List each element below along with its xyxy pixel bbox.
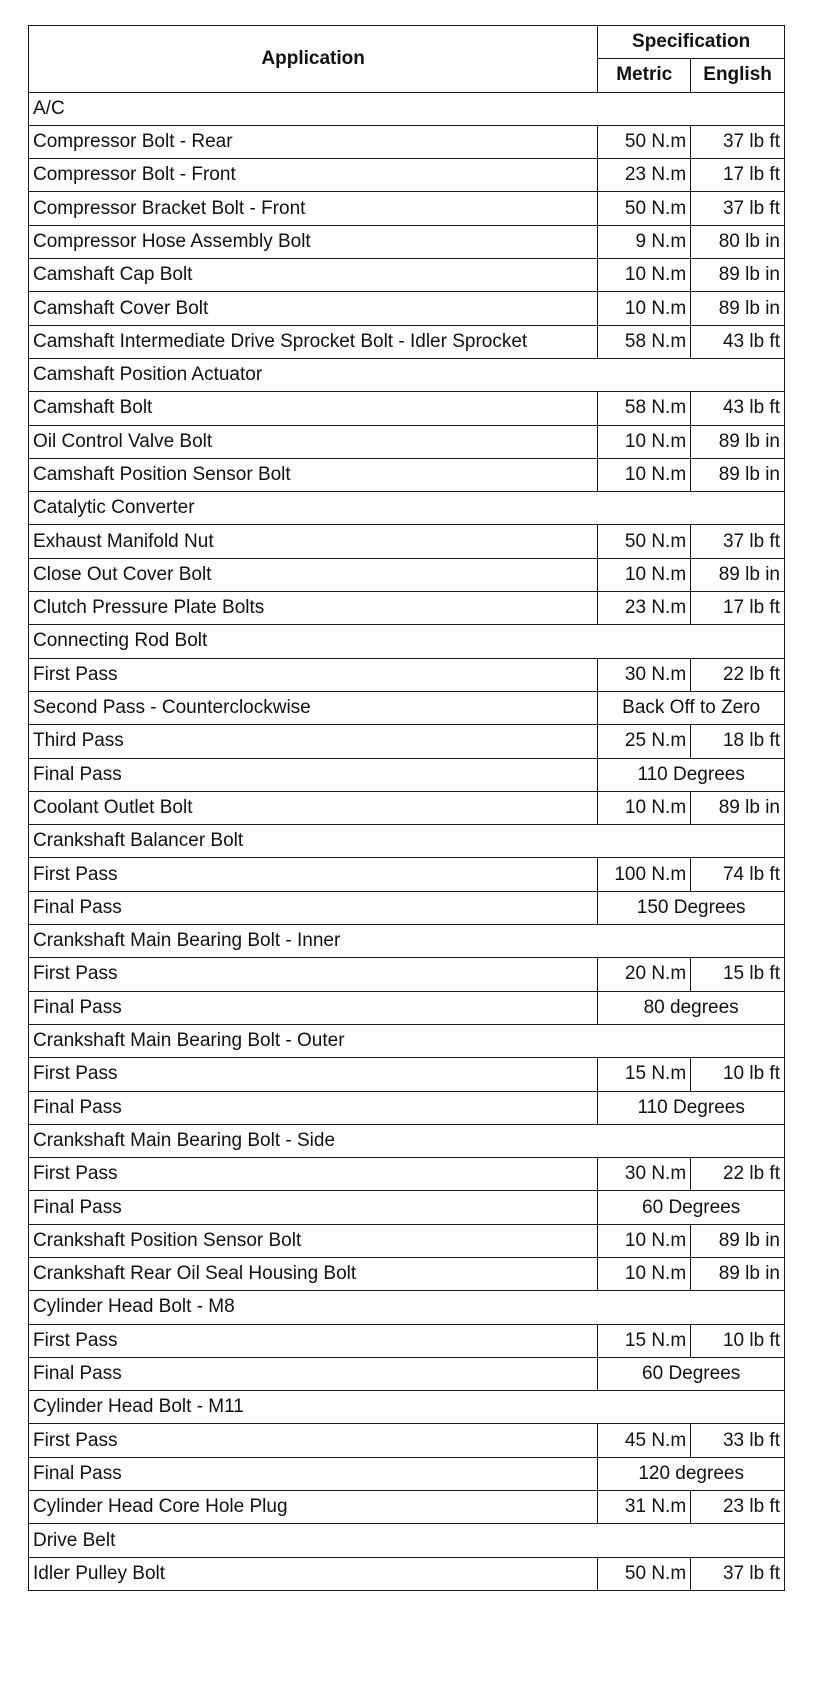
application-cell: First Pass [29,958,598,991]
application-cell: Crankshaft Main Bearing Bolt - Inner [29,925,785,958]
table-row [29,425,785,458]
application-cell: Final Pass [29,1357,598,1390]
application-cell: Compressor Bolt - Front [29,159,598,192]
table-row [29,525,785,558]
english-cell: 89 lb in [691,292,785,325]
application-cell: Final Pass [29,1457,598,1490]
application-cell: First Pass [29,1324,598,1357]
application-cell: Drive Belt [29,1524,785,1557]
metric-cell: 58 N.m [598,325,691,358]
metric-cell: 45 N.m [598,1424,691,1457]
table-row [29,1191,785,1224]
english-cell: 74 lb ft [691,858,785,891]
metric-cell: 31 N.m [598,1491,691,1524]
table-row [29,658,785,691]
table-header [29,26,785,93]
application-cell: Compressor Bracket Bolt - Front [29,192,598,225]
spec-span-cell: 150 Degrees [598,891,785,924]
group-row [29,92,785,125]
english-cell: 22 lb ft [691,1158,785,1191]
spec-span-cell: Back Off to Zero [598,691,785,724]
group-row [29,1291,785,1324]
table-row [29,192,785,225]
table-row [29,891,785,924]
table-row [29,1457,785,1490]
english-cell: 89 lb in [691,791,785,824]
application-cell: Cylinder Head Bolt - M8 [29,1291,785,1324]
metric-cell: 9 N.m [598,225,691,258]
table-row [29,392,785,425]
english-cell: 18 lb ft [691,725,785,758]
spec-span-cell: 120 degrees [598,1457,785,1490]
application-cell: Cylinder Head Bolt - M11 [29,1391,785,1424]
application-cell: First Pass [29,658,598,691]
metric-cell: 58 N.m [598,392,691,425]
table-row [29,1058,785,1091]
metric-cell: 15 N.m [598,1058,691,1091]
table-row [29,259,785,292]
application-cell: Connecting Rod Bolt [29,625,785,658]
english-cell: 10 lb ft [691,1058,785,1091]
application-cell: Final Pass [29,1191,598,1224]
table-row [29,592,785,625]
application-cell: First Pass [29,1424,598,1457]
english-cell: 33 lb ft [691,1424,785,1457]
english-cell: 43 lb ft [691,325,785,358]
metric-cell: 10 N.m [598,791,691,824]
application-cell: Oil Control Valve Bolt [29,425,598,458]
english-cell: 37 lb ft [691,1557,785,1590]
table-row [29,558,785,591]
metric-cell: 25 N.m [598,725,691,758]
metric-cell: 10 N.m [598,425,691,458]
group-row [29,492,785,525]
application-cell: Crankshaft Rear Oil Seal Housing Bolt [29,1257,598,1290]
metric-cell: 15 N.m [598,1324,691,1357]
metric-cell: 10 N.m [598,259,691,292]
english-cell: 15 lb ft [691,958,785,991]
table-row [29,1158,785,1191]
table-body [29,92,785,1590]
english-cell: 89 lb in [691,425,785,458]
table-row [29,1424,785,1457]
metric-cell: 20 N.m [598,958,691,991]
metric-cell: 50 N.m [598,1557,691,1590]
application-cell: Final Pass [29,1091,598,1124]
table-row [29,1491,785,1524]
group-row [29,925,785,958]
application-cell: Camshaft Cover Bolt [29,292,598,325]
group-row [29,1524,785,1557]
torque-spec-table [28,25,785,1591]
application-cell: Crankshaft Balancer Bolt [29,825,785,858]
metric-cell: 10 N.m [598,1257,691,1290]
english-cell: 10 lb ft [691,1324,785,1357]
application-cell: Idler Pulley Bolt [29,1557,598,1590]
english-cell: 89 lb in [691,1224,785,1257]
english-cell: 89 lb in [691,458,785,491]
table-row [29,725,785,758]
table-row [29,159,785,192]
spec-span-cell: 60 Degrees [598,1357,785,1390]
english-cell: 89 lb in [691,259,785,292]
table-row [29,125,785,158]
table-row [29,1324,785,1357]
application-cell: Crankshaft Position Sensor Bolt [29,1224,598,1257]
metric-cell: 23 N.m [598,159,691,192]
application-cell: Catalytic Converter [29,492,785,525]
metric-cell: 100 N.m [598,858,691,891]
application-cell: Final Pass [29,758,598,791]
metric-cell: 50 N.m [598,125,691,158]
application-cell: First Pass [29,1058,598,1091]
application-cell: Exhaust Manifold Nut [29,525,598,558]
metric-cell: 10 N.m [598,558,691,591]
application-cell: First Pass [29,858,598,891]
metric-cell: 10 N.m [598,1224,691,1257]
english-cell: 22 lb ft [691,658,785,691]
metric-cell: 30 N.m [598,1158,691,1191]
table-row [29,791,785,824]
table-row [29,758,785,791]
application-cell: Crankshaft Main Bearing Bolt - Side [29,1124,785,1157]
metric-cell: 23 N.m [598,592,691,625]
group-row [29,825,785,858]
table-row [29,1357,785,1390]
spec-span-cell: 60 Degrees [598,1191,785,1224]
group-row [29,1391,785,1424]
spec-span-cell: 80 degrees [598,991,785,1024]
application-cell: Crankshaft Main Bearing Bolt - Outer [29,1024,785,1057]
application-cell: Clutch Pressure Plate Bolts [29,592,598,625]
english-header: English [691,59,785,92]
metric-cell: 30 N.m [598,658,691,691]
group-row [29,358,785,391]
application-cell: Coolant Outlet Bolt [29,791,598,824]
application-cell: Camshaft Position Sensor Bolt [29,458,598,491]
english-cell: 43 lb ft [691,392,785,425]
application-cell: Second Pass - Counterclockwise [29,691,598,724]
group-row [29,625,785,658]
english-cell: 89 lb in [691,1257,785,1290]
metric-cell: 10 N.m [598,292,691,325]
english-cell: 89 lb in [691,558,785,591]
english-cell: 37 lb ft [691,125,785,158]
application-cell: Camshaft Bolt [29,392,598,425]
application-cell: Cylinder Head Core Hole Plug [29,1491,598,1524]
application-cell: Camshaft Position Actuator [29,358,785,391]
group-row [29,1024,785,1057]
table-row [29,691,785,724]
group-row [29,1124,785,1157]
specification-header: Specification [598,26,785,59]
table-row [29,958,785,991]
metric-cell: 50 N.m [598,525,691,558]
table-row [29,225,785,258]
english-cell: 80 lb in [691,225,785,258]
english-cell: 17 lb ft [691,592,785,625]
application-cell: Third Pass [29,725,598,758]
table-row [29,991,785,1024]
application-cell: First Pass [29,1158,598,1191]
application-cell: Camshaft Intermediate Drive Sprocket Bolt - Idler Sprocket [29,325,598,358]
english-cell: 37 lb ft [691,192,785,225]
application-cell: Compressor Bolt - Rear [29,125,598,158]
table-row [29,1257,785,1290]
application-cell: Compressor Hose Assembly Bolt [29,225,598,258]
table-row [29,325,785,358]
application-header: Application [29,26,598,93]
table-row [29,1557,785,1590]
table-row [29,1224,785,1257]
application-cell: Final Pass [29,891,598,924]
metric-cell: 10 N.m [598,458,691,491]
spec-span-cell: 110 Degrees [598,758,785,791]
application-cell: A/C [29,92,785,125]
english-cell: 17 lb ft [691,159,785,192]
spec-span-cell: 110 Degrees [598,1091,785,1124]
table-row [29,1091,785,1124]
application-cell: Close Out Cover Bolt [29,558,598,591]
metric-cell: 50 N.m [598,192,691,225]
english-cell: 23 lb ft [691,1491,785,1524]
table-row [29,458,785,491]
application-cell: Final Pass [29,991,598,1024]
application-cell: Camshaft Cap Bolt [29,259,598,292]
table-row [29,858,785,891]
metric-header: Metric [598,59,691,92]
english-cell: 37 lb ft [691,525,785,558]
table-row [29,292,785,325]
